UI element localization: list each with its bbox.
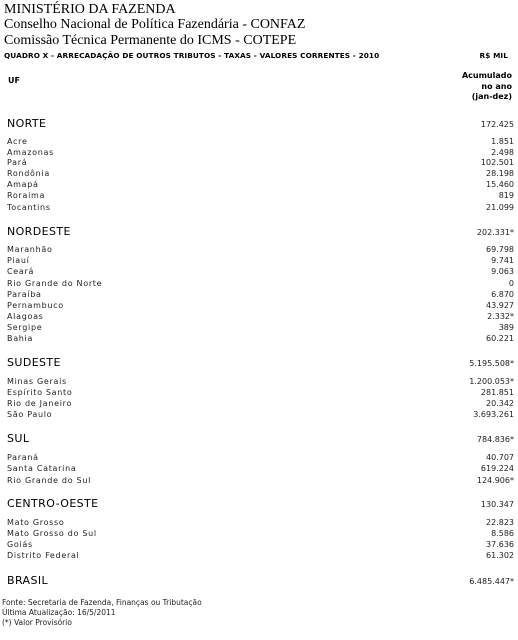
state-value: 69.798: [486, 245, 514, 254]
state-name: Mato Grosso: [7, 518, 65, 527]
column-header-line-3: (jan-dez): [471, 92, 512, 101]
region-total: 6.485.447*: [469, 577, 514, 586]
state-value: 60.221: [486, 334, 514, 343]
update-note: Última Atualização: 16/5/2011: [2, 608, 116, 617]
state-name: Sergipe: [7, 323, 43, 332]
state-name: São Paulo: [7, 410, 53, 419]
state-row: [0, 551, 518, 562]
ministry-title: MINISTÉRIO DA FAZENDA: [4, 2, 176, 17]
state-row: [0, 191, 518, 202]
state-row: [0, 323, 518, 334]
state-row: [0, 453, 518, 464]
region-total: 202.331*: [476, 228, 514, 237]
state-name: Maranhão: [7, 245, 53, 254]
state-value: 3.693.261: [473, 410, 514, 419]
state-row: [0, 334, 518, 345]
state-name: Tocantins: [7, 203, 51, 212]
state-value: 20.342: [486, 399, 514, 408]
state-name: Amazonas: [7, 148, 55, 157]
state-name: Amapá: [7, 180, 39, 189]
region-row: [0, 356, 518, 367]
source-note: Fonte: Secretaria de Fazenda, Finanças ou Tributação: [2, 598, 202, 607]
region-total: 5.195.508*: [469, 359, 514, 368]
table-caption: [4, 51, 512, 60]
state-name: Roraima: [7, 191, 46, 200]
state-name: Rio Grande do Sul: [7, 476, 92, 485]
column-header-accumulated: [462, 71, 512, 103]
state-row: [0, 410, 518, 421]
column-header-line-1: Acumulado: [461, 71, 512, 80]
column-header-uf: UF: [8, 76, 20, 85]
state-row: [0, 180, 518, 191]
state-name: Paraíba: [7, 290, 42, 299]
state-row: [0, 245, 518, 256]
state-row: [0, 158, 518, 169]
state-name: Pará: [7, 158, 28, 167]
region-name: NORTE: [7, 117, 47, 130]
state-row: [0, 476, 518, 487]
region-total: 172.425: [480, 120, 514, 129]
state-value: 2.332*: [487, 312, 514, 321]
state-name: Ceará: [7, 267, 35, 276]
state-name: Espírito Santo: [7, 388, 73, 397]
state-row: [0, 256, 518, 267]
state-value: 15.460: [486, 180, 514, 189]
state-value: 22.823: [486, 518, 514, 527]
state-row: [0, 399, 518, 410]
state-row: [0, 529, 518, 540]
state-name: Pernambuco: [7, 301, 64, 310]
state-value: 43.927: [486, 301, 514, 310]
state-name: Goiás: [7, 540, 33, 549]
region-total: 130.347: [480, 500, 514, 509]
state-row: [0, 137, 518, 148]
state-value: 8.586: [491, 529, 514, 538]
state-row: [0, 518, 518, 529]
state-name: Rio Grande do Norte: [7, 279, 103, 288]
state-value: 40.707: [486, 453, 514, 462]
commission-title: Comissão Técnica Permanente do ICMS - COTEPE: [4, 33, 297, 48]
region-row: [0, 497, 518, 508]
state-value: 1.851: [491, 137, 514, 146]
state-value: 9.741: [491, 256, 514, 265]
unit-label: R$ MIL: [479, 51, 508, 60]
state-value: 0: [508, 279, 514, 288]
state-value: 102.501: [480, 158, 514, 167]
state-name: Paraná: [7, 453, 39, 462]
state-row: [0, 312, 518, 323]
council-title: Conselho Nacional de Política Fazendária - CONFAZ: [4, 17, 306, 32]
region-name: BRASIL: [7, 574, 49, 587]
region-row: [0, 432, 518, 443]
region-name: SUDESTE: [7, 356, 61, 369]
state-value: 28.198: [486, 169, 514, 178]
region-name: CENTRO-OESTE: [7, 497, 99, 510]
state-value: 9.063: [491, 267, 514, 276]
state-name: Distrito Federal: [7, 551, 80, 560]
region-row: [0, 574, 518, 585]
state-name: Minas Gerais: [7, 377, 67, 386]
state-name: Bahia: [7, 334, 34, 343]
provisional-note: (*) Valor Provisório: [2, 618, 72, 627]
state-value: 37.636: [486, 540, 514, 549]
state-name: Piauí: [7, 256, 30, 265]
region-name: NORDESTE: [7, 225, 71, 238]
state-name: Mato Grosso do Sul: [7, 529, 97, 538]
state-value: 1.200.053*: [469, 377, 514, 386]
state-row: [0, 540, 518, 551]
column-header-line-2: no ano: [481, 81, 512, 91]
state-name: Rio de Janeiro: [7, 399, 73, 408]
state-value: 124.906*: [476, 476, 514, 485]
state-name: Rondônia: [7, 169, 50, 178]
region-name: SUL: [7, 432, 30, 445]
state-row: [0, 301, 518, 312]
state-row: [0, 464, 518, 475]
region-row: [0, 225, 518, 236]
state-value: 281.851: [480, 388, 514, 397]
state-value: 2.498: [491, 148, 514, 157]
state-value: 6.870: [491, 290, 514, 299]
state-row: [0, 377, 518, 388]
region-row: [0, 117, 518, 128]
state-value: 819: [498, 191, 514, 200]
state-name: Santa Catarina: [7, 464, 77, 473]
state-name: Alagoas: [7, 312, 44, 321]
state-value: 619.224: [480, 464, 514, 473]
state-row: [0, 279, 518, 290]
state-row: [0, 169, 518, 180]
state-value: 61.302: [486, 551, 514, 560]
state-row: [0, 290, 518, 301]
state-name: Acre: [7, 137, 28, 146]
state-row: [0, 203, 518, 214]
state-row: [0, 267, 518, 278]
state-value: 21.099: [486, 203, 514, 212]
region-total: 784.836*: [476, 435, 514, 444]
state-row: [0, 388, 518, 399]
state-value: 389: [498, 323, 514, 332]
table-title: QUADRO X - ARRECADAÇÃO DE OUTROS TRIBUTOS - TAXAS - VALORES CORRENTES - 2010: [4, 51, 380, 60]
